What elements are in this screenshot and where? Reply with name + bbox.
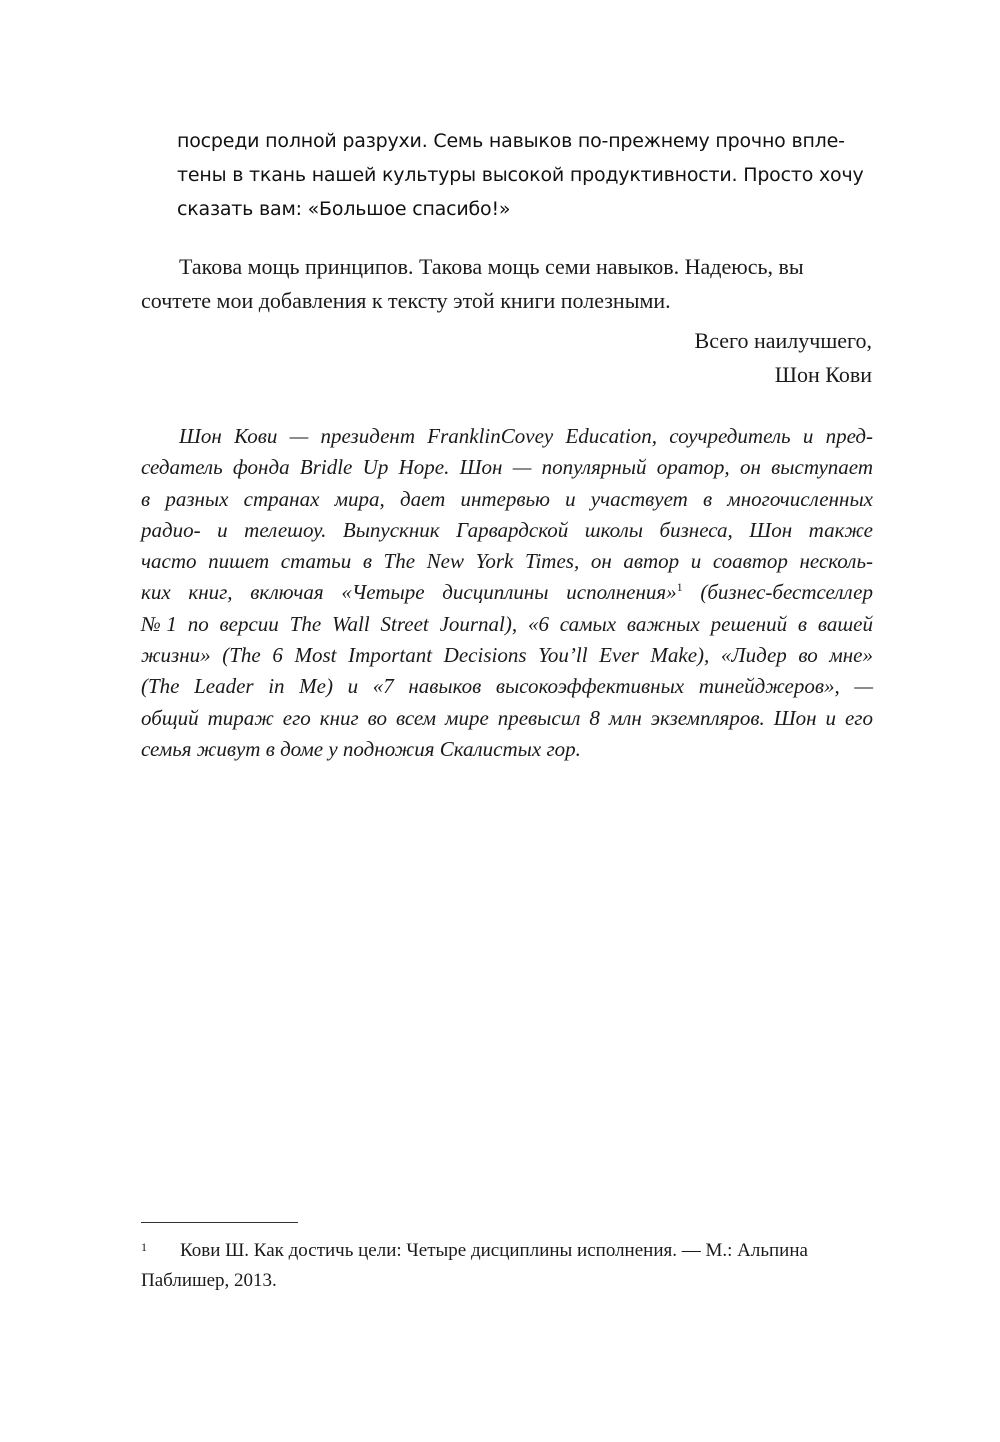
bio-line: общий тираж его книг во всем мире превысил 8 млн экземпляров. Шон и его bbox=[141, 705, 873, 730]
footnote-number: 1 bbox=[141, 1240, 147, 1254]
signoff bbox=[695, 324, 872, 392]
bio-line-head: ких книг, включая «Четыре дисциплины исполнения» bbox=[141, 580, 677, 605]
footnote bbox=[141, 1236, 873, 1296]
footnote-text bbox=[141, 1236, 873, 1296]
bio-line: №1 по версии The Wall Street Journal), «6 самых важных решений в вашей bbox=[141, 611, 873, 636]
quote-line: посреди полной разрухи. Семь навыков по-прежнему прочно впле- bbox=[177, 130, 845, 152]
author-bio bbox=[141, 421, 873, 765]
footnote-reference[interactable]: 1 bbox=[676, 580, 683, 595]
bio-line: жизни» (The 6 Most Important Decisions You’ll Ever Make), «Лидер во мне» bbox=[141, 643, 873, 668]
signoff-greeting: Всего наилучшего, bbox=[694, 328, 872, 353]
footnote-line: Кови Ш. Как достичь цели: Четыре дисциплины исполнения. — М.: Альпина bbox=[180, 1240, 808, 1261]
footnote-divider bbox=[141, 1222, 298, 1223]
bio-line: часто пишет статьи в The New York Times, он автор и соавтор несколь- bbox=[141, 549, 873, 574]
signoff-signature: Шон Кови bbox=[774, 362, 872, 387]
quoted-testimonial bbox=[177, 124, 867, 226]
bio-line: (The Leader in Me) и «7 навыков высокоэффективных тинейджеров», — bbox=[141, 674, 873, 699]
bio-line: в разных странах мира, дает интервью и участвует в многочисленных bbox=[141, 486, 873, 511]
quote-line: сказать вам: «Большое спасибо!» bbox=[177, 198, 511, 220]
bio-line-with-footnote bbox=[141, 577, 873, 608]
paragraph-line: сочтете мои добавления к тексту этой книги полезными. bbox=[141, 288, 671, 313]
closing-paragraph bbox=[141, 250, 873, 318]
bio-line: Шон Кови — президент FranklinCovey Education, соучредитель и пред- bbox=[179, 424, 873, 448]
bio-line-tail: (бизнес-бестселлер bbox=[682, 580, 873, 605]
quote-line: тены в ткань нашей культуры высокой продуктивности. Просто хочу bbox=[177, 164, 864, 186]
bio-line: радио- и телешоу. Выпускник Гарвардской школы бизнеса, Шон также bbox=[141, 517, 873, 542]
bio-line: семья живут в доме у подножия Скалистых гор. bbox=[141, 736, 581, 761]
bio-line: седатель фонда Bridle Up Hope. Шон — популярный оратор, он выступает bbox=[141, 455, 873, 480]
footnote-line: Паблишер, 2013. bbox=[141, 1270, 277, 1291]
paragraph-line: Такова мощь принципов. Такова мощь семи навыков. Надеюсь, вы bbox=[179, 254, 804, 279]
